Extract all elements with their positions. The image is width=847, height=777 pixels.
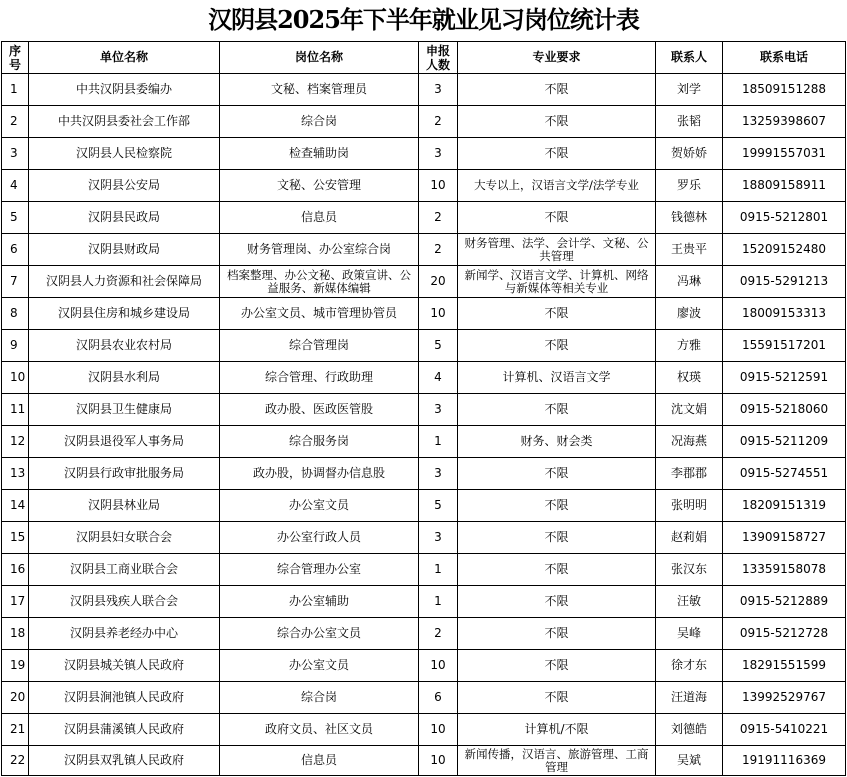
cell-contact: 沈文娟 bbox=[656, 394, 723, 426]
cell-seq: 19 bbox=[2, 650, 29, 682]
cell-post: 综合办公室文员 bbox=[220, 618, 419, 650]
cell-contact: 钱德林 bbox=[656, 202, 723, 234]
table-row bbox=[2, 650, 846, 682]
cell-req: 不限 bbox=[458, 650, 656, 682]
cell-req: 财务、财会类 bbox=[458, 426, 656, 458]
cell-post: 综合岗 bbox=[220, 106, 419, 138]
cell-count: 3 bbox=[419, 138, 458, 170]
cell-count: 10 bbox=[419, 746, 458, 776]
cell-seq: 9 bbox=[2, 330, 29, 362]
cell-unit: 汉阴县公安局 bbox=[29, 170, 220, 202]
table-row bbox=[2, 330, 846, 362]
cell-seq: 10 bbox=[2, 362, 29, 394]
cell-post: 办公室文员、城市管理协管员 bbox=[220, 298, 419, 330]
cell-seq: 21 bbox=[2, 714, 29, 746]
cell-post: 办公室文员 bbox=[220, 490, 419, 522]
cell-phone: 18291551599 bbox=[723, 650, 846, 682]
cell-unit: 汉阴县林业局 bbox=[29, 490, 220, 522]
cell-post: 政办股、医政医管股 bbox=[220, 394, 419, 426]
header-seq-label: 序号 bbox=[8, 43, 21, 72]
cell-seq: 15 bbox=[2, 522, 29, 554]
cell-unit: 汉阴县涧池镇人民政府 bbox=[29, 682, 220, 714]
cell-unit: 汉阴县妇女联合会 bbox=[29, 522, 220, 554]
cell-count: 3 bbox=[419, 394, 458, 426]
cell-seq: 14 bbox=[2, 490, 29, 522]
header-contact: 联系人 bbox=[656, 42, 723, 74]
cell-phone: 18809158911 bbox=[723, 170, 846, 202]
cell-phone: 0915-5212591 bbox=[723, 362, 846, 394]
cell-contact: 方雅 bbox=[656, 330, 723, 362]
cell-contact: 刘德皓 bbox=[656, 714, 723, 746]
cell-count: 6 bbox=[419, 682, 458, 714]
table-row bbox=[2, 298, 846, 330]
cell-contact: 刘学 bbox=[656, 74, 723, 106]
cell-count: 5 bbox=[419, 490, 458, 522]
table-row bbox=[2, 202, 846, 234]
cell-count: 1 bbox=[419, 554, 458, 586]
page-title: 汉阴县2025年下半年就业见习岗位统计表 bbox=[208, 5, 639, 34]
cell-phone: 0915-5218060 bbox=[723, 394, 846, 426]
cell-req: 财务管理、法学、会计学、文秘、公共管理 bbox=[458, 234, 656, 266]
cell-post: 综合管理岗 bbox=[220, 330, 419, 362]
table-row bbox=[2, 746, 846, 776]
cell-req: 不限 bbox=[458, 202, 656, 234]
header-post: 岗位名称 bbox=[220, 42, 419, 74]
cell-count: 10 bbox=[419, 298, 458, 330]
cell-req: 不限 bbox=[458, 106, 656, 138]
table-row bbox=[2, 714, 846, 746]
cell-phone: 0915-5274551 bbox=[723, 458, 846, 490]
table-row bbox=[2, 394, 846, 426]
table-header-row bbox=[2, 42, 846, 74]
cell-req: 不限 bbox=[458, 74, 656, 106]
cell-count: 1 bbox=[419, 586, 458, 618]
table-row bbox=[2, 234, 846, 266]
cell-post: 检查辅助岗 bbox=[220, 138, 419, 170]
cell-count: 5 bbox=[419, 330, 458, 362]
cell-req: 不限 bbox=[458, 458, 656, 490]
cell-req: 不限 bbox=[458, 586, 656, 618]
cell-phone: 0915-5211209 bbox=[723, 426, 846, 458]
header-phone: 联系电话 bbox=[723, 42, 846, 74]
cell-seq: 5 bbox=[2, 202, 29, 234]
cell-unit: 汉阴县住房和城乡建设局 bbox=[29, 298, 220, 330]
cell-seq: 18 bbox=[2, 618, 29, 650]
cell-contact: 吴斌 bbox=[656, 746, 723, 776]
cell-seq: 20 bbox=[2, 682, 29, 714]
cell-post: 综合服务岗 bbox=[220, 426, 419, 458]
table-row bbox=[2, 490, 846, 522]
cell-contact: 况海燕 bbox=[656, 426, 723, 458]
cell-post: 信息员 bbox=[220, 746, 419, 776]
cell-count: 3 bbox=[419, 74, 458, 106]
cell-count: 20 bbox=[419, 266, 458, 298]
cell-seq: 6 bbox=[2, 234, 29, 266]
cell-seq: 12 bbox=[2, 426, 29, 458]
cell-req: 计算机/不限 bbox=[458, 714, 656, 746]
cell-phone: 19991557031 bbox=[723, 138, 846, 170]
cell-post: 信息员 bbox=[220, 202, 419, 234]
table-row bbox=[2, 362, 846, 394]
cell-unit: 汉阴县残疾人联合会 bbox=[29, 586, 220, 618]
cell-contact: 廖波 bbox=[656, 298, 723, 330]
cell-contact: 冯琳 bbox=[656, 266, 723, 298]
cell-phone: 15209152480 bbox=[723, 234, 846, 266]
cell-contact: 罗乐 bbox=[656, 170, 723, 202]
cell-count: 3 bbox=[419, 458, 458, 490]
cell-seq: 22 bbox=[2, 746, 29, 776]
cell-req: 不限 bbox=[458, 490, 656, 522]
header-unit: 单位名称 bbox=[29, 42, 220, 74]
cell-seq: 13 bbox=[2, 458, 29, 490]
table-row bbox=[2, 458, 846, 490]
cell-req: 新闻传播，汉语言、旅游管理、工商管理 bbox=[458, 746, 656, 776]
cell-phone: 18009153313 bbox=[723, 298, 846, 330]
cell-req: 计算机、汉语言文学 bbox=[458, 362, 656, 394]
cell-post: 综合管理办公室 bbox=[220, 554, 419, 586]
cell-count: 10 bbox=[419, 650, 458, 682]
cell-req: 不限 bbox=[458, 522, 656, 554]
table-row bbox=[2, 266, 846, 298]
cell-phone: 19191116369 bbox=[723, 746, 846, 776]
table-row bbox=[2, 170, 846, 202]
cell-seq: 4 bbox=[2, 170, 29, 202]
table-row bbox=[2, 586, 846, 618]
table-row bbox=[2, 74, 846, 106]
cell-count: 2 bbox=[419, 202, 458, 234]
table-body bbox=[2, 74, 846, 776]
header-seq bbox=[2, 42, 29, 74]
cell-seq: 2 bbox=[2, 106, 29, 138]
cell-unit: 汉阴县人民检察院 bbox=[29, 138, 220, 170]
cell-phone: 13992529767 bbox=[723, 682, 846, 714]
cell-phone: 18509151288 bbox=[723, 74, 846, 106]
table-row bbox=[2, 522, 846, 554]
cell-seq: 17 bbox=[2, 586, 29, 618]
cell-phone: 15591517201 bbox=[723, 330, 846, 362]
cell-req: 不限 bbox=[458, 330, 656, 362]
cell-unit: 汉阴县人力资源和社会保障局 bbox=[29, 266, 220, 298]
cell-unit: 汉阴县退役军人事务局 bbox=[29, 426, 220, 458]
cell-unit: 汉阴县卫生健康局 bbox=[29, 394, 220, 426]
cell-req: 大专以上，汉语言文学/法学专业 bbox=[458, 170, 656, 202]
cell-count: 3 bbox=[419, 522, 458, 554]
cell-phone: 0915-5212889 bbox=[723, 586, 846, 618]
cell-seq: 8 bbox=[2, 298, 29, 330]
cell-contact: 王贵平 bbox=[656, 234, 723, 266]
cell-req: 不限 bbox=[458, 554, 656, 586]
cell-seq: 3 bbox=[2, 138, 29, 170]
cell-count: 2 bbox=[419, 618, 458, 650]
cell-contact: 张汉东 bbox=[656, 554, 723, 586]
cell-contact: 汪道海 bbox=[656, 682, 723, 714]
cell-phone: 0915-5212801 bbox=[723, 202, 846, 234]
cell-post: 综合管理、行政助理 bbox=[220, 362, 419, 394]
cell-contact: 张明明 bbox=[656, 490, 723, 522]
cell-post: 文秘、公安管理 bbox=[220, 170, 419, 202]
cell-post: 办公室行政人员 bbox=[220, 522, 419, 554]
cell-contact: 徐才东 bbox=[656, 650, 723, 682]
table-row bbox=[2, 138, 846, 170]
cell-unit: 汉阴县工商业联合会 bbox=[29, 554, 220, 586]
cell-contact: 汪敏 bbox=[656, 586, 723, 618]
cell-post: 文秘、档案管理员 bbox=[220, 74, 419, 106]
cell-req: 不限 bbox=[458, 298, 656, 330]
cell-post: 政府文员、社区文员 bbox=[220, 714, 419, 746]
cell-post: 档案整理、办公文秘、政策宣讲、公益服务、新媒体编辑 bbox=[220, 266, 419, 298]
cell-unit: 汉阴县蒲溪镇人民政府 bbox=[29, 714, 220, 746]
cell-phone: 13909158727 bbox=[723, 522, 846, 554]
cell-contact: 李郡郡 bbox=[656, 458, 723, 490]
cell-req: 新闻学、汉语言文学、计算机、网络与新媒体等相关专业 bbox=[458, 266, 656, 298]
table-row bbox=[2, 682, 846, 714]
cell-unit: 汉阴县城关镇人民政府 bbox=[29, 650, 220, 682]
cell-unit: 汉阴县双乳镇人民政府 bbox=[29, 746, 220, 776]
cell-post: 财务管理岗、办公室综合岗 bbox=[220, 234, 419, 266]
cell-phone: 0915-5212728 bbox=[723, 618, 846, 650]
cell-count: 10 bbox=[419, 170, 458, 202]
cell-unit: 汉阴县农业农村局 bbox=[29, 330, 220, 362]
cell-count: 4 bbox=[419, 362, 458, 394]
table-row bbox=[2, 554, 846, 586]
cell-count: 1 bbox=[419, 426, 458, 458]
cell-contact: 赵莉娟 bbox=[656, 522, 723, 554]
cell-phone: 0915-5410221 bbox=[723, 714, 846, 746]
cell-seq: 7 bbox=[2, 266, 29, 298]
cell-count: 2 bbox=[419, 234, 458, 266]
cell-req: 不限 bbox=[458, 138, 656, 170]
cell-seq: 11 bbox=[2, 394, 29, 426]
cell-post: 政办股，协调督办信息股 bbox=[220, 458, 419, 490]
cell-count: 2 bbox=[419, 106, 458, 138]
cell-post: 综合岗 bbox=[220, 682, 419, 714]
header-count bbox=[419, 42, 458, 74]
cell-unit: 汉阴县财政局 bbox=[29, 234, 220, 266]
cell-unit: 汉阴县养老经办中心 bbox=[29, 618, 220, 650]
cell-contact: 权瑛 bbox=[656, 362, 723, 394]
cell-contact: 张韬 bbox=[656, 106, 723, 138]
cell-seq: 16 bbox=[2, 554, 29, 586]
cell-seq: 1 bbox=[2, 74, 29, 106]
cell-contact: 吴峰 bbox=[656, 618, 723, 650]
cell-post: 办公室文员 bbox=[220, 650, 419, 682]
cell-req: 不限 bbox=[458, 394, 656, 426]
cell-phone: 18209151319 bbox=[723, 490, 846, 522]
cell-contact: 贺娇娇 bbox=[656, 138, 723, 170]
header-req: 专业要求 bbox=[458, 42, 656, 74]
cell-unit: 中共汉阴县委编办 bbox=[29, 74, 220, 106]
cell-phone: 13259398607 bbox=[723, 106, 846, 138]
table-row bbox=[2, 618, 846, 650]
cell-unit: 汉阴县水利局 bbox=[29, 362, 220, 394]
cell-post: 办公室辅助 bbox=[220, 586, 419, 618]
cell-unit: 汉阴县民政局 bbox=[29, 202, 220, 234]
header-count-label: 申报人数 bbox=[425, 43, 450, 72]
positions-table bbox=[1, 41, 846, 776]
cell-unit: 中共汉阴县委社会工作部 bbox=[29, 106, 220, 138]
table-row bbox=[2, 426, 846, 458]
cell-unit: 汉阴县行政审批服务局 bbox=[29, 458, 220, 490]
cell-req: 不限 bbox=[458, 682, 656, 714]
table-row bbox=[2, 106, 846, 138]
cell-count: 10 bbox=[419, 714, 458, 746]
cell-phone: 13359158078 bbox=[723, 554, 846, 586]
cell-phone: 0915-5291213 bbox=[723, 266, 846, 298]
cell-req: 不限 bbox=[458, 618, 656, 650]
